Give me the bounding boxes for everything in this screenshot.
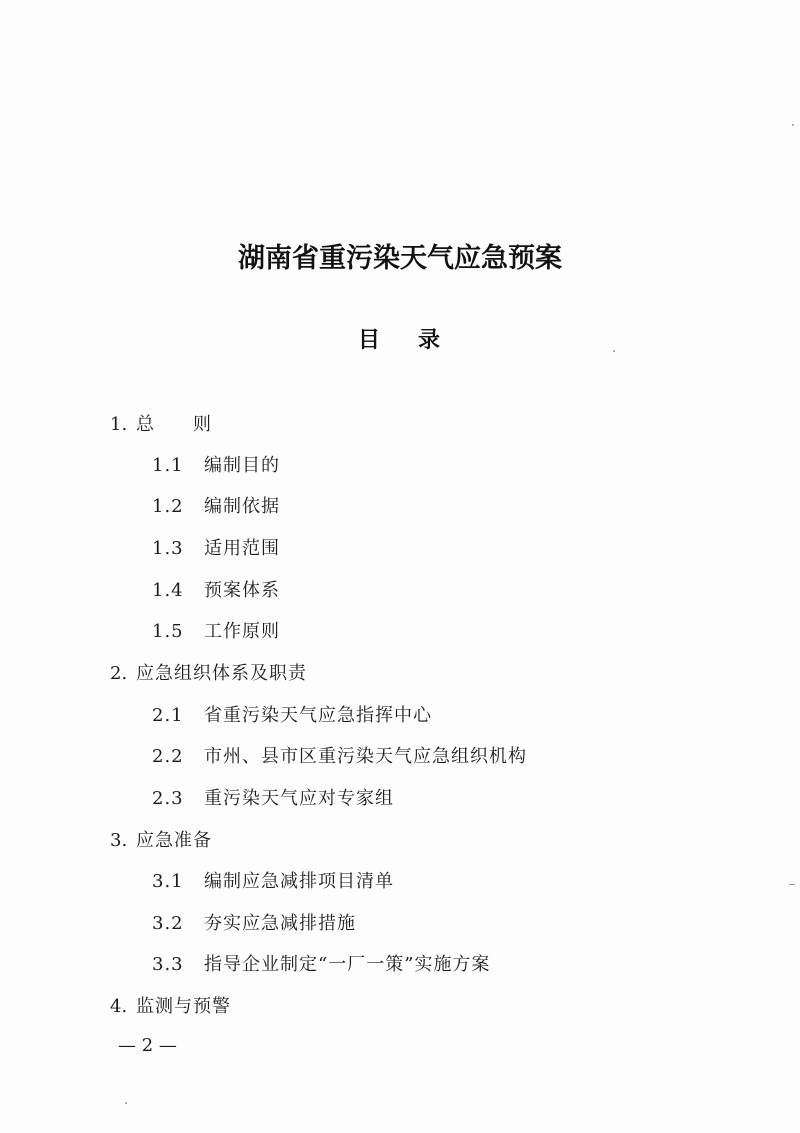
toc-item-number: 1.1 (152, 455, 184, 476)
toc-heading-char-1: 目 (358, 328, 381, 353)
toc-section-label: 应急组织体系及职责 (136, 663, 307, 684)
toc-item-label: 适用范围 (204, 538, 280, 559)
toc-item-label: 省重污染天气应急指挥中心 (204, 705, 432, 726)
document-title: 湖南省重污染天气应急预案 (238, 243, 562, 274)
toc-section-1[interactable] (110, 414, 212, 436)
toc-item-number: 1.3 (152, 538, 184, 559)
toc-item-1-5[interactable] (152, 621, 280, 643)
toc-section-number: 4. (110, 996, 128, 1017)
scan-speck (613, 350, 615, 352)
toc-section-label: 应急准备 (136, 830, 212, 851)
toc-item-number: 3.1 (152, 871, 184, 892)
toc-section-4[interactable] (110, 996, 231, 1018)
toc-item-3-3[interactable] (152, 954, 490, 976)
toc-section-label: 监测与预警 (136, 996, 231, 1017)
toc-item-3-1[interactable] (152, 871, 394, 893)
toc-item-number: 2.3 (152, 788, 184, 809)
toc-item-1-2[interactable] (152, 496, 280, 518)
toc-item-1-4[interactable] (152, 580, 280, 602)
toc-item-number: 1.4 (152, 580, 184, 601)
toc-item-label: 编制依据 (204, 496, 280, 517)
toc-item-number: 2.2 (152, 746, 184, 767)
toc-item-label: 编制目的 (204, 455, 280, 476)
toc-section-3[interactable] (110, 830, 212, 852)
toc-item-number: 1.5 (152, 621, 184, 642)
toc-item-label: 重污染天气应对专家组 (204, 788, 394, 809)
toc-item-label: 编制应急减排项目清单 (204, 871, 394, 892)
toc-section-number: 2. (110, 663, 128, 684)
page-number: — 2 — (118, 1035, 177, 1056)
toc-item-2-1[interactable] (152, 705, 432, 727)
scan-speck (792, 124, 794, 126)
toc-item-1-1[interactable] (152, 455, 280, 477)
toc-section-2[interactable] (110, 663, 307, 685)
toc-item-2-2[interactable] (152, 746, 527, 768)
scan-speck (125, 1102, 127, 1104)
toc-item-label: 指导企业制定“一厂一策”实施方案 (204, 954, 491, 975)
toc-item-3-2[interactable] (152, 913, 356, 935)
toc-item-number: 3.3 (152, 954, 184, 975)
scan-speck (789, 884, 795, 885)
toc-item-number: 3.2 (152, 913, 184, 934)
toc-item-label: 工作原则 (204, 621, 280, 642)
toc-item-number: 2.1 (152, 705, 184, 726)
toc-item-label: 预案体系 (204, 580, 280, 601)
toc-heading-char-2: 录 (418, 328, 441, 353)
toc-item-label: 夯实应急减排措施 (204, 913, 356, 934)
toc-item-label: 市州、县市区重污染天气应急组织机构 (204, 746, 527, 767)
toc-item-number: 1.2 (152, 496, 184, 517)
toc-section-number: 1. (110, 414, 128, 435)
toc-item-1-3[interactable] (152, 538, 280, 560)
toc-item-2-3[interactable] (152, 788, 394, 810)
toc-section-label: 总 则 (136, 414, 212, 435)
toc-section-number: 3. (110, 830, 128, 851)
